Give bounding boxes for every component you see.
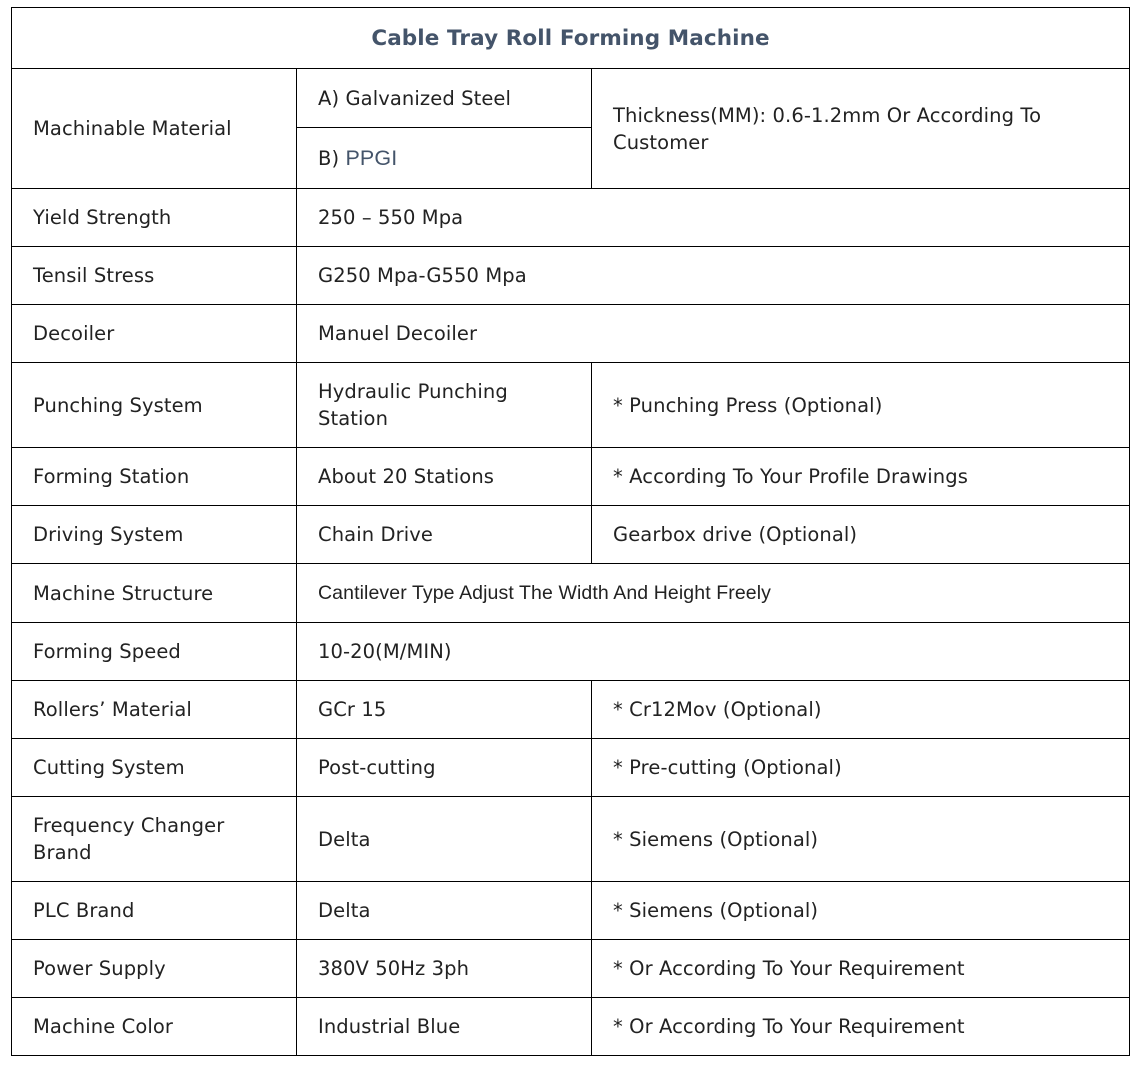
table-row: [12, 506, 1130, 564]
table-row: [12, 739, 1130, 797]
table-row: [12, 363, 1130, 448]
spec-table: [11, 7, 1130, 1056]
row-label: PLC Brand: [12, 882, 297, 940]
table-row: [12, 797, 1130, 882]
row-option: * Cr12Mov (Optional): [592, 681, 1130, 739]
row-value: Delta: [297, 882, 592, 940]
row-value: Manuel Decoiler: [297, 305, 1130, 363]
row-label: Rollers’ Material: [12, 681, 297, 739]
table-row: [12, 940, 1130, 998]
row-option: * Siemens (Optional): [592, 797, 1130, 882]
table-row: [12, 998, 1130, 1056]
row-option: * Punching Press (Optional): [592, 363, 1130, 448]
row-label: Machinable Material: [12, 69, 297, 189]
row-value: GCr 15: [297, 681, 592, 739]
row-value: G250 Mpa-G550 Mpa: [297, 247, 1130, 305]
row-value: Post-cutting: [297, 739, 592, 797]
table-row: [12, 564, 1130, 623]
row-label: Machine Color: [12, 998, 297, 1056]
row-option: Gearbox drive (Optional): [592, 506, 1130, 564]
table-row: [12, 882, 1130, 940]
table-row: [12, 448, 1130, 506]
row-label: Decoiler: [12, 305, 297, 363]
row-label: Tensil Stress: [12, 247, 297, 305]
row-value: Industrial Blue: [297, 998, 592, 1056]
row-label: Forming Station: [12, 448, 297, 506]
row-value: Delta: [297, 797, 592, 882]
row-value: 380V 50Hz 3ph: [297, 940, 592, 998]
table-title: Cable Tray Roll Forming Machine: [12, 8, 1130, 69]
material-option-b-prefix: B): [318, 146, 346, 170]
material-option-b: [297, 128, 592, 189]
table-row: [12, 189, 1130, 247]
row-label: Forming Speed: [12, 623, 297, 681]
row-option: * Or According To Your Requirement: [592, 998, 1130, 1056]
row-label: Power Supply: [12, 940, 297, 998]
table-row: [12, 681, 1130, 739]
row-option: * Or According To Your Requirement: [592, 940, 1130, 998]
row-option: * Siemens (Optional): [592, 882, 1130, 940]
row-option: * Pre-cutting (Optional): [592, 739, 1130, 797]
table-row-material: [12, 69, 1130, 128]
row-label: Frequency Changer Brand: [12, 797, 297, 882]
table-row: [12, 247, 1130, 305]
row-label: Cutting System: [12, 739, 297, 797]
material-option-a: A) Galvanized Steel: [297, 69, 592, 128]
table-row: [12, 305, 1130, 363]
row-label: Machine Structure: [12, 564, 297, 623]
row-value: Chain Drive: [297, 506, 592, 564]
title-row: [12, 8, 1130, 69]
material-option-b-value: PPGI: [345, 145, 398, 170]
material-thickness: Thickness(MM): 0.6-1.2mm Or According To Customer: [592, 69, 1130, 189]
row-value: Cantilever Type Adjust The Width And Height Freely: [297, 564, 1130, 623]
row-label: Yield Strength: [12, 189, 297, 247]
row-label: Punching System: [12, 363, 297, 448]
row-label: Driving System: [12, 506, 297, 564]
row-value: 250 – 550 Mpa: [297, 189, 1130, 247]
row-value: 10-20(M/MIN): [297, 623, 1130, 681]
table-row: [12, 623, 1130, 681]
row-value: About 20 Stations: [297, 448, 592, 506]
row-value: Hydraulic Punching Station: [297, 363, 592, 448]
row-option: * According To Your Profile Drawings: [592, 448, 1130, 506]
